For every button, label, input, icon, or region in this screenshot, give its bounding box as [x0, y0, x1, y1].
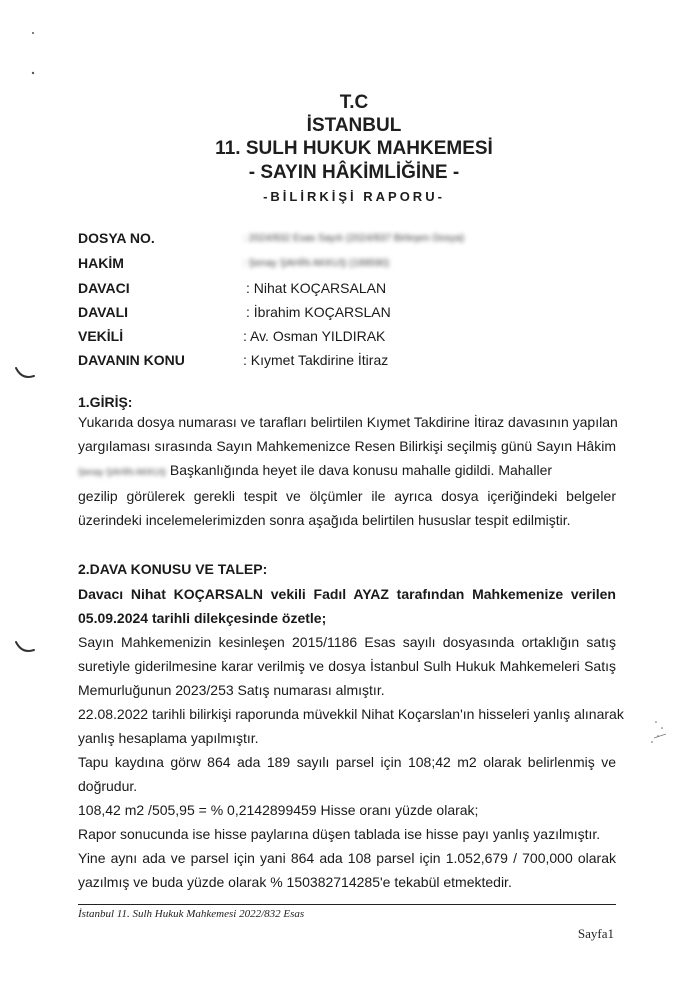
claim-line: 22.08.2022 tarihli bilirkişi raporunda müvekkil Nihat Koçarslan'ın hisseleri yanlış alınarak	[78, 706, 624, 722]
info-value: : Şenay ŞAHİN AKKUŞ (199590)	[243, 258, 390, 269]
header-address: - SAYIN HÂKİMLİĞİNE -	[248, 162, 460, 183]
claim-line: Sayın Mahkemenizin kesinleşen 2015/1186 Esas sayılı dosyasında ortaklığın satış	[78, 634, 616, 650]
scan-mark-icon	[30, 70, 36, 76]
section-intro-title: 1.GİRİŞ:	[78, 394, 133, 410]
info-label: DAVACI	[78, 280, 130, 296]
page-number: Sayfa1	[577, 926, 614, 941]
claim-line: Yine aynı ada ve parsel için yani 864 ada 108 parsel için 1.052,679 / 700,000 olarak	[78, 850, 616, 866]
footer-divider	[78, 904, 616, 905]
intro-paragraph	[78, 410, 616, 532]
header-city: İSTANBUL	[306, 115, 402, 136]
scan-mark-icon	[30, 30, 36, 36]
intro-line-text: Başkanlığında heyet ile dava konusu mahalle gidildi. Mahaller	[166, 462, 553, 478]
claim-line: Memurluğunun 2023/253 Satış numarası almıştır.	[78, 682, 385, 698]
claim-bold-line: Davacı Nihat KOÇARSALN vekili Fadıl AYAZ tarafından Mahkemenize verilen	[78, 586, 616, 602]
redacted-judge-name: Şenay ŞAHİN AKKUŞ	[78, 467, 167, 477]
info-row-file-no	[78, 230, 638, 250]
intro-line: yargılaması sırasında Sayın Mahkemenizce Resen Bilirkişi seçilmiş günü Sayın Hâkim	[78, 438, 616, 454]
header-court: 11. SULH HUKUK MAHKEMESİ	[215, 138, 493, 159]
intro-line: Yukarıda dosya numarası ve tarafları belirtilen Kıymet Takdirine İtiraz davasının yapılan	[78, 414, 618, 430]
info-row-judge	[78, 255, 638, 275]
info-row-attorney	[78, 328, 638, 348]
info-value: : Nihat KOÇARSALAN	[246, 280, 387, 296]
claim-line: doğrudur.	[78, 778, 138, 794]
intro-line: üzerindeki incelemelerimizden sonra aşağıda belirtilen hususlar tespit edilmiştir.	[78, 512, 571, 528]
section-claim-title: 2.DAVA KONUSU VE TALEP:	[78, 561, 268, 577]
intro-line: gezilip görülerek gerekli tespit ve ölçümler ile ayrıca dosya içeriğindeki belgeler	[78, 488, 616, 504]
info-label: DOSYA NO.	[78, 230, 155, 246]
scan-speck-icon	[648, 718, 672, 748]
intro-line	[78, 458, 616, 484]
claim-line: suretiyle giderilmesine karar verilmiş ve dosya İstanbul Sulh Hukuk Mahkemeleri Satış	[78, 658, 616, 674]
punch-hole-mark-icon	[14, 638, 38, 656]
claim-paragraph	[78, 582, 624, 894]
header-tc: T.C	[339, 92, 369, 113]
info-row-subject	[78, 352, 638, 372]
info-value: : Kıymet Takdirine İtiraz	[243, 352, 389, 368]
claim-line: Tapu kaydına görw 864 ada 189 sayılı parsel için 108;42 m2 olarak belirlenmiş ve	[78, 754, 616, 770]
claim-line: yanlış hesaplama yapılmıştır.	[78, 730, 259, 746]
info-label: HAKİM	[78, 255, 124, 271]
info-row-plaintiff	[78, 280, 638, 300]
info-value: : Av. Osman YILDIRAK	[243, 328, 386, 344]
info-row-defendant	[78, 304, 638, 324]
footer-court-reference: İstanbul 11. Sulh Hukuk Mahkemesi 2022/832 Esas	[78, 908, 305, 920]
info-label: VEKİLİ	[78, 328, 124, 344]
claim-bold-line: 05.09.2024 tarihli dilekçesinde özetle;	[78, 610, 327, 626]
claim-line: yazılmış ve buda yüzde olarak % 150382714285'e tekabül etmektedir.	[78, 874, 512, 890]
info-label: DAVALI	[78, 304, 129, 320]
claim-line: Rapor sonucunda ise hisse paylarına düşen tablada ise hisse payı yanlış yazılmıştır.	[78, 826, 601, 842]
punch-hole-mark-icon	[14, 364, 38, 382]
info-value: : İbrahim KOÇARSLAN	[246, 304, 391, 320]
header-report-title: -BİLİRKİŞİ RAPORU-	[263, 189, 445, 204]
info-value: : 2024/832 Esas Sayılı (2024/837 Birleşen Dosya)	[243, 233, 465, 244]
info-label: DAVANIN KONU	[78, 352, 185, 368]
claim-line: 108,42 m2 /505,95 = % 0,2142899459 Hisse oranı yüzde olarak;	[78, 802, 479, 818]
